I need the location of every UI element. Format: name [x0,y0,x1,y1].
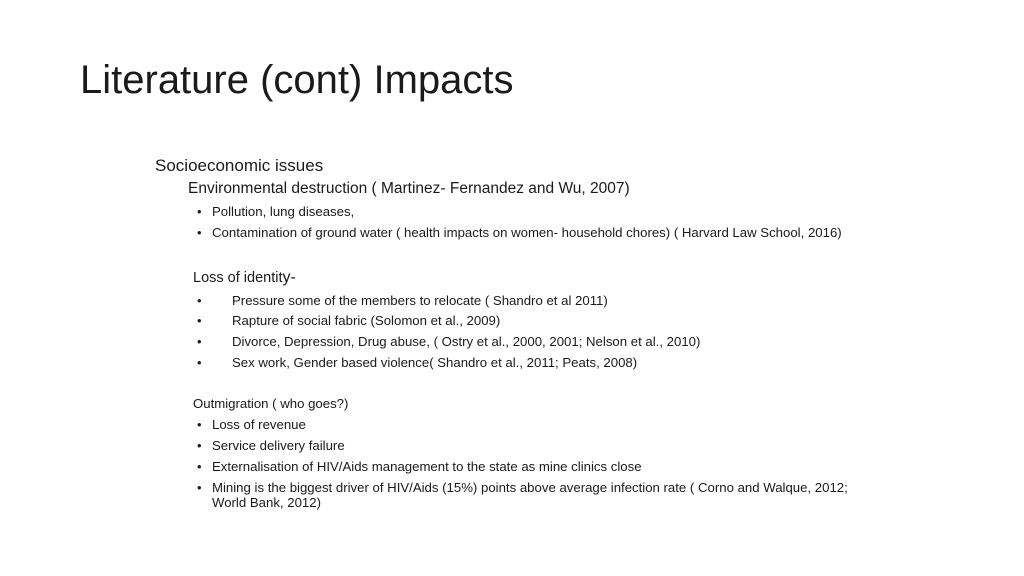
bullet-text: Pressure some of the members to relocate ( Shandro et al 2011) [232,293,608,308]
bullet-text: Sex work, Gender based violence( Shandro et al., 2011; Peats, 2008) [232,355,638,370]
bullet-text: Pollution, lung diseases, [212,204,355,219]
bullet-text: Externalisation of HIV/Aids management to the state as mine clinics close [212,459,642,474]
bullet-text: Loss of revenue [212,417,306,432]
bullet-marker: • [197,293,202,308]
bullet-text: Service delivery failure [212,438,345,453]
heading-main: Loss of identit [193,270,283,286]
bullet-marker: • [197,204,202,219]
bullet-marker: • [197,225,202,240]
slide-title: Literature (cont) Impacts [80,58,514,102]
bullet-text: Rapture of social fabric (Solomon et al., 2009) [232,313,501,328]
heading-tail: y- [282,269,296,286]
bullet-marker: • [197,438,202,453]
bullet-text-continuation: World Bank, 2012) [212,495,321,510]
bullet-marker: • [197,459,202,474]
section-heading-outmigration: Outmigration ( who goes?) [193,396,349,411]
bullet-text: Divorce, Depression, Drug abuse, ( Ostry et al., 2000, 2001; Nelson et al., 2010) [232,334,701,349]
bullet-text: Mining is the biggest driver of HIV/Aids (15%) points above average infection rate ( Corno and Walque, 2012; [212,480,848,495]
bullet-text: Contamination of ground water ( health impacts on women- household chores) ( Harvard Law School, 2016) [212,225,842,240]
subheading-environmental: Environmental destruction ( Martinez- Fernandez and Wu, 2007) [188,180,630,197]
section-heading-socioeconomic: Socioeconomic issues [155,156,324,175]
bullet-marker: • [197,417,202,432]
bullet-marker: • [197,480,202,495]
bullet-marker: • [197,313,202,328]
bullet-marker: • [197,334,202,349]
section-heading-loss-of-identity [193,269,296,287]
bullet-marker: • [197,355,202,370]
